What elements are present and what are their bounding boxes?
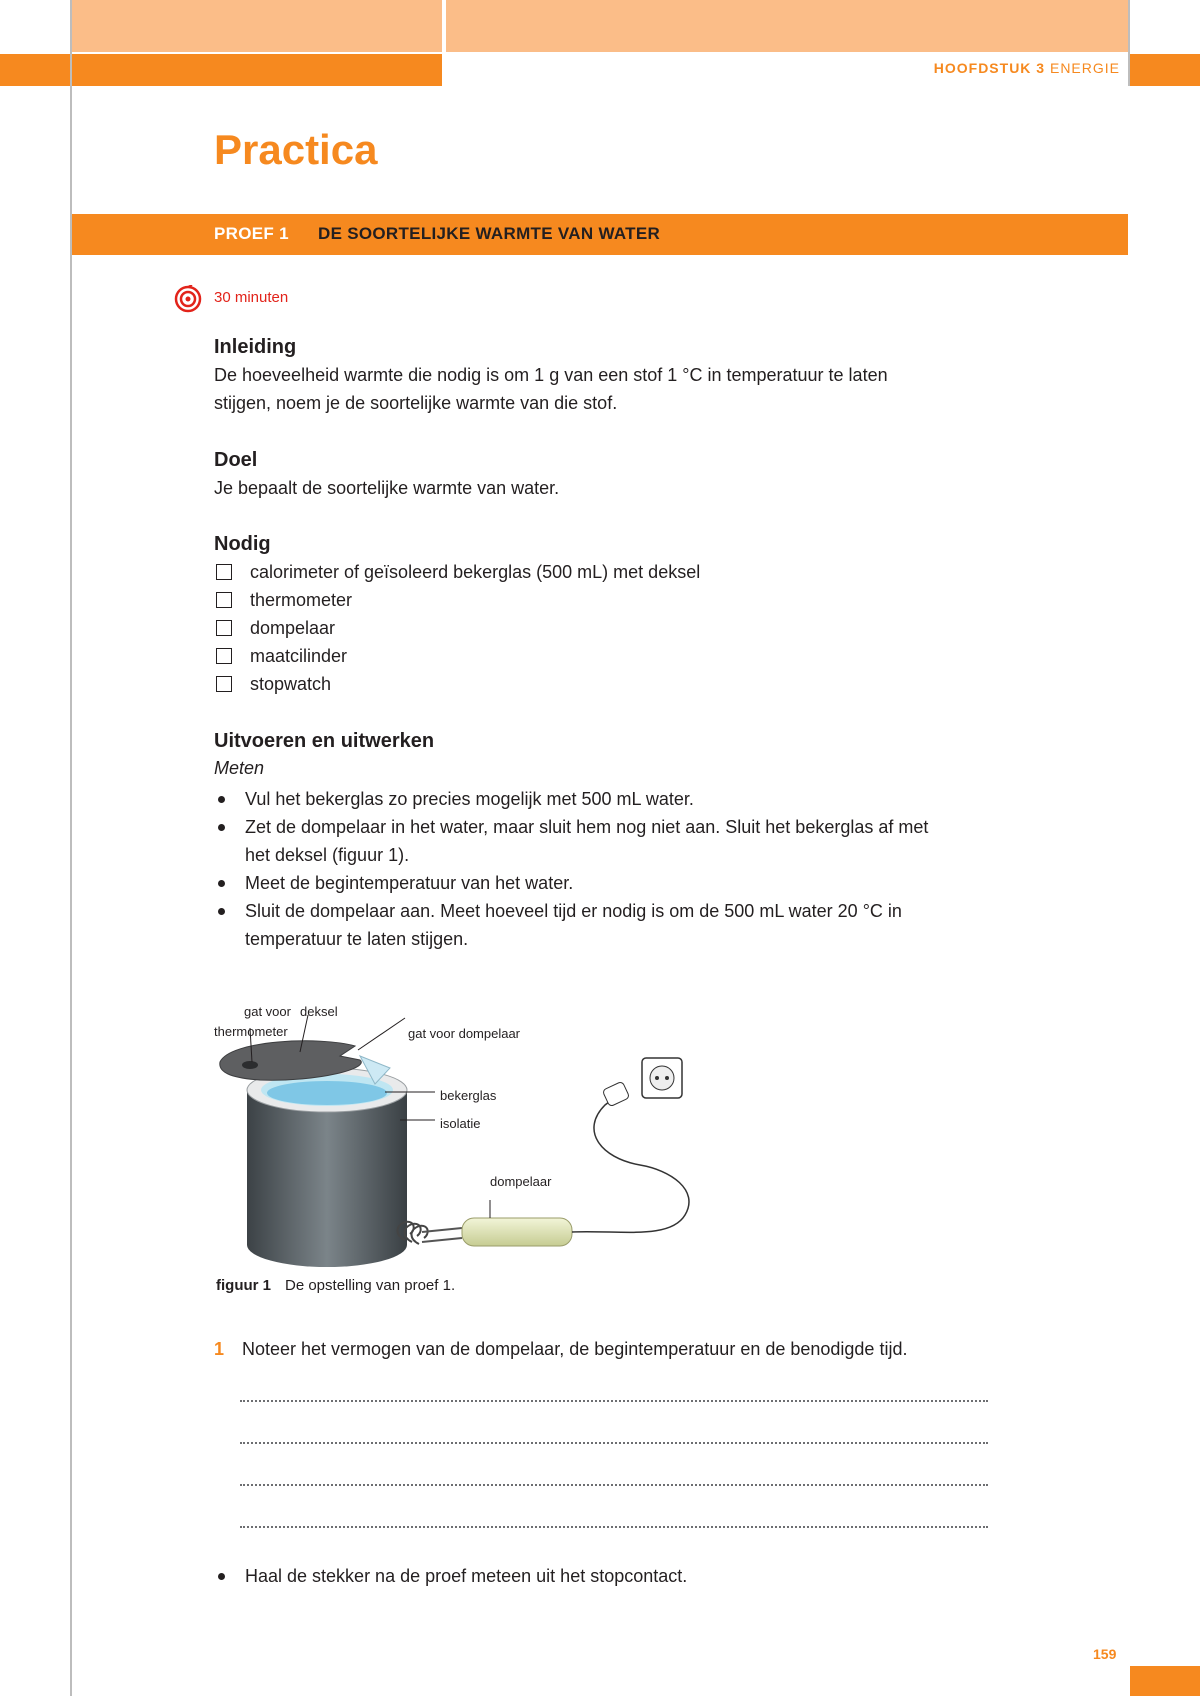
proef-title: DE SOORTELIJKE WARMTE VAN WATER [318,224,661,243]
duration-text: 30 minuten [214,289,289,306]
bullet-icon [218,908,225,915]
proef-label: PROEF 1 [214,224,289,243]
procedure-line: Sluit de dompelaar aan. Meet hoeveel tijd er nodig is om de 500 mL water 20 °C in [245,901,902,921]
answer-line[interactable] [240,1526,988,1528]
checkbox[interactable] [216,676,232,692]
question-number: 1 [214,1339,225,1359]
inleiding-line: stijgen, noem je de soortelijke warmte van die stof. [214,393,618,413]
procedure-line: Meet de begintemperatuur van het water. [245,873,574,893]
materials-item-label: thermometer [250,589,353,610]
materials-item-label: calorimeter of geïsoleerd bekerglas (500 mL) met deksel [250,561,701,582]
footer-accent [1130,1666,1200,1696]
water-surface [267,1081,387,1105]
power-cord [572,1090,689,1232]
safety-note [218,1562,687,1590]
safety-text: Haal de stekker na de proef meteen uit het stopcontact. [245,1566,688,1586]
materials-item [216,642,700,670]
bullet-icon [218,880,225,887]
checkbox[interactable] [216,592,232,608]
materials-list [216,558,700,698]
bullet-icon [218,796,225,803]
inleiding-text [214,361,888,417]
materials-item [216,670,700,698]
label-thermometer: thermometer [214,1024,288,1039]
page-number: 159 [1093,1646,1117,1662]
procedure-line: temperatuur te laten stijgen. [245,929,469,949]
header-accent-left [0,54,442,86]
question-text: Noteer het vermogen van de dompelaar, de begintemperatuur en de benodigde tijd. [242,1339,908,1359]
checkbox[interactable] [216,620,232,636]
procedure-step [218,813,1018,869]
inleiding-line: De hoeveelheid warmte die nodig is om 1 g van een stof 1 °C in temperatuur te laten [214,365,888,385]
insulation-body [247,1090,407,1267]
chapter-header [934,60,1120,76]
checkbox[interactable] [216,564,232,580]
label-gat-voor: gat voor [244,1004,291,1019]
heater-handle [462,1218,572,1246]
procedure-list [218,785,1018,953]
chapter-label: HOOFDSTUK 3 [933,60,1046,76]
meten-subheading: Meten [214,758,265,778]
label-isolatie: isolatie [440,1116,481,1131]
materials-item [216,586,700,614]
label-dompelaar: dompelaar [490,1174,552,1189]
procedure-line: Vul het bekerglas zo precies mogelijk met 500 mL water. [245,789,694,809]
answer-line[interactable] [240,1442,988,1444]
proef-banner [72,214,1128,255]
checkbox[interactable] [216,648,232,664]
answer-line[interactable] [240,1400,988,1402]
label-bekerglas: bekerglas [440,1088,497,1103]
uitvoeren-heading: Uitvoeren en uitwerken [214,730,435,752]
inleiding-heading: Inleiding [214,336,297,358]
header-accent-right [1130,54,1200,86]
chapter-name: ENERGIE [1049,60,1120,76]
procedure-line: Zet de dompelaar in het water, maar sluit hem nog niet aan. Sluit het bekerglas af met [245,817,929,837]
materials-item [216,614,700,642]
materials-item-label: dompelaar [250,617,336,638]
procedure-step [218,785,1018,813]
caption-label: figuur 1 [216,1277,271,1294]
answer-line[interactable] [240,1484,988,1486]
materials-item-label: maatcilinder [250,645,348,666]
thermometer-hole [242,1061,258,1069]
materials-item-label: stopwatch [250,673,332,694]
header-band-left [71,0,442,52]
nodig-heading: Nodig [214,533,271,555]
bullet-icon [218,1573,225,1580]
bullet-icon [218,824,225,831]
caption-text: De opstelling van proef 1. [285,1277,456,1294]
label-gat-voor-dompelaar: gat voor dompelaar [408,1026,521,1041]
plug [602,1081,630,1107]
figure-caption [216,1277,455,1294]
label-deksel: deksel [300,1004,338,1019]
page-title: Practica [214,126,378,173]
doel-text: Je bepaalt de soortelijke warmte van water. [214,478,560,498]
timer-icon [174,285,202,313]
header-divider [1128,0,1130,86]
header-band-right [446,0,1128,52]
materials-item [216,558,700,586]
procedure-step [218,897,1018,953]
doel-heading: Doel [214,449,258,471]
procedure-step [218,869,1018,897]
procedure-line: het deksel (figuur 1). [245,845,410,865]
